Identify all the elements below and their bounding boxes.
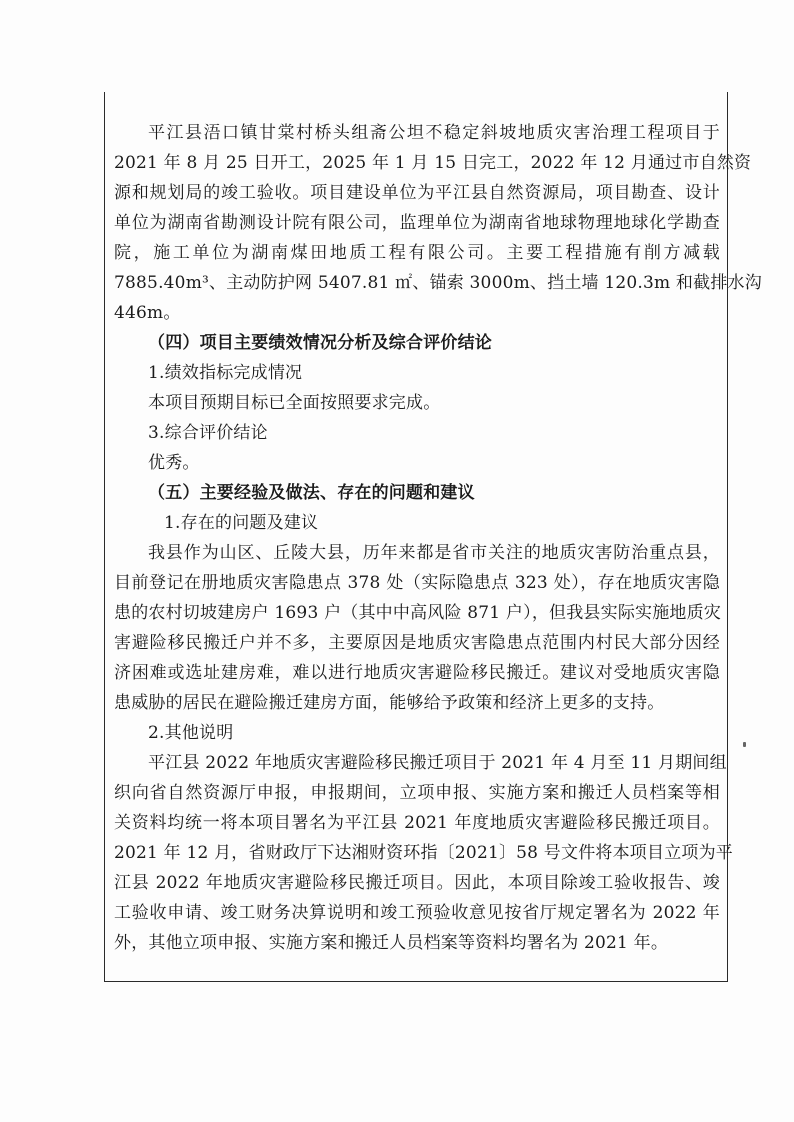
text-line: 院，施工单位为湖南煤田地质工程有限公司。主要工程措施有削方减载 <box>114 243 720 263</box>
paragraph-project-summary <box>114 118 762 328</box>
text-line: 我县作为山区、丘陵大县，历年来都是省市关注的地质灾害防治重点县， <box>148 543 720 563</box>
text-line: 关资料均统一将本项目署名为平江县 2021 年度地质灾害避险移民搬迁项目。 <box>114 813 720 833</box>
text-line: 7885.40m³、主动防护网 5407.81 ㎡、锚索 3000m、挡土墙 120.3m 和截排水沟 <box>114 273 762 293</box>
text-line: 工验收申请、竣工财务决算说明和竣工预验收意见按省厅规定署名为 2022 年 <box>114 903 720 923</box>
text-line: 济困难或选址建房难，难以进行地质灾害避险移民搬迁。建议对受地质灾害隐 <box>114 663 720 683</box>
item-title-performance: 1.绩效指标完成情况 <box>148 363 303 383</box>
text-line: 2021 年 12 月，省财政厅下达湘财资环指〔2021〕58 号文件将本项目立项为平 <box>114 843 734 863</box>
section-heading-4: （四）项目主要绩效情况分析及综合评价结论 <box>148 333 492 353</box>
subsection-title-other: 2.其他说明 <box>148 723 234 743</box>
text-line: 织向省自然资源厅申报，申报期间，立项申报、实施方案和搬迁人员档案等相 <box>114 783 720 803</box>
text-line: 害避险移民搬迁户并不多，主要原因是地质灾害隐患点范围内村民大部分因经 <box>114 633 720 653</box>
text-line: 平江县浯口镇甘棠村桥头组斋公坦不稳定斜坡地质灾害治理工程项目于 <box>148 123 720 143</box>
text-line: 患威胁的居民在避险搬迁建房方面，能够给予政策和经济上更多的支持。 <box>114 693 665 713</box>
text-line: 目前登记在册地质灾害隐患点 378 处（实际隐患点 323 处），存在地质灾害隐 <box>114 573 720 593</box>
paragraph-problems <box>114 538 720 718</box>
subsection-title-problems: 1.存在的问题及建议 <box>164 513 319 533</box>
paragraph-other-notes <box>114 748 734 958</box>
item-text-evaluation: 优秀。 <box>148 453 200 473</box>
section-heading-5: （五）主要经验及做法、存在的问题和建议 <box>148 483 475 503</box>
text-line: 江县 2022 年地质灾害避险移民搬迁项目。因此，本项目除竣工验收报告、竣 <box>114 873 720 893</box>
scan-speck <box>743 742 746 747</box>
text-line: 患的农村切坡建房户 1693 户（其中中高风险 871 户），但我县实际实施地质灾 <box>114 603 722 623</box>
text-line: 446m。 <box>114 303 181 323</box>
text-line: 外，其他立项申报、实施方案和搬迁人员档案等资料均署名为 2021 年。 <box>114 933 669 953</box>
item-title-evaluation: 3.综合评价结论 <box>148 423 268 443</box>
text-line: 单位为湖南省勘测设计院有限公司，监理单位为湖南省地球物理地球化学勘查 <box>114 213 720 233</box>
item-text-performance: 本项目预期目标已全面按照要求完成。 <box>148 393 441 413</box>
text-line: 平江县 2022 年地质灾害避险移民搬迁项目于 2021 年 4 月至 11 月期间组 <box>148 753 727 773</box>
text-line: 2021 年 8 月 25 日开工，2025 年 1 月 15 日完工，2022 年 12 月通过市自然资 <box>114 153 752 173</box>
document-body <box>114 118 762 958</box>
text-line: 源和规划局的竣工验收。项目建设单位为平江县自然资源局，项目勘查、设计 <box>114 183 720 203</box>
